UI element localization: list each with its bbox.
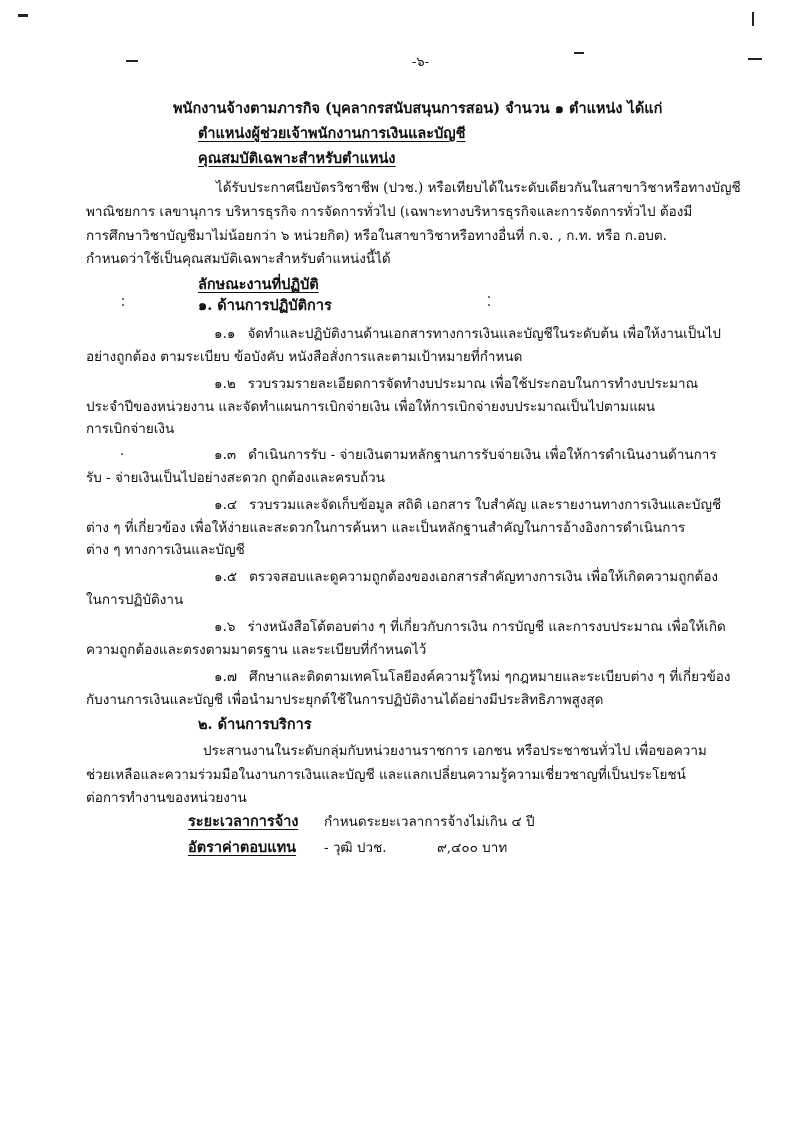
duty-number: ๑.๔ bbox=[214, 497, 238, 513]
qualification-label: คุณสมบัติเฉพาะสำหรับตำแหน่ง bbox=[198, 150, 396, 167]
duty-number: ๑.๑ bbox=[214, 326, 236, 342]
scan-mark bbox=[748, 58, 762, 60]
duty-item bbox=[214, 667, 731, 687]
duty-continuation: ความถูกต้องและตรงตามมาตรฐาน และระเบียบที่กำหนดไว้ bbox=[86, 642, 427, 658]
compensation-label: อัตราค่าตอบแทน bbox=[188, 839, 297, 856]
section-2-title: ๒. ด้านการบริการ bbox=[198, 716, 312, 733]
section-1-title: ๑. ด้านการปฏิบัติการ bbox=[198, 297, 332, 314]
qualification-line: พาณิชยการ เลขานุการ บริหารธุรกิจ การจัดการทั่วไป (เฉพาะทางบริหารธุรกิจและการจัดการทั่วไป ต้องมี bbox=[86, 204, 693, 220]
duty-text: รวบรวมรายละเอียดการจัดทำงบประมาณ เพื่อใช้ประกอบในการทำงบประมาณ bbox=[247, 376, 699, 392]
duty-text: ร่างหนังสือโต้ตอบต่าง ๆ ที่เกี่ยวกับการเงิน การบัญชี และการงบประมาณ เพื่อให้เกิด bbox=[247, 619, 726, 635]
scan-mark bbox=[126, 60, 138, 62]
page-number: -๖- bbox=[412, 55, 430, 70]
duty-item bbox=[214, 324, 721, 344]
section-2-line: ช่วยเหลือและความร่วมมือในงานการเงินและบัญชี และแลกเปลี่ยนความรู้ความเชี่ยวชาญที่เป็นประโยชน์ bbox=[86, 767, 686, 783]
employment-period-label: ระยะเวลาการจ้าง bbox=[188, 813, 299, 830]
duty-number: ๑.๒ bbox=[214, 376, 236, 392]
duty-number: ๑.๕ bbox=[214, 569, 238, 585]
duty-number: ๑.๗ bbox=[214, 669, 238, 685]
duty-item bbox=[214, 617, 726, 637]
employment-period-value: กำหนดระยะเวลาการจ้างไม่เกิน ๔ ปี bbox=[324, 814, 535, 830]
scan-mark bbox=[122, 304, 124, 306]
duty-text: ดำเนินการรับ - จ่ายเงินตามหลักฐานการรับจ่ายเงิน เพื่อให้การดำเนินงานด้านการ bbox=[248, 447, 717, 463]
duty-continuation: กับงานการเงินและบัญชี เพื่อนำมาประยุกต์ใช้ในการปฏิบัติงานได้อย่างมีประสิทธิภาพสูงสุด bbox=[86, 692, 604, 708]
duty-text: ศึกษาและติดตามเทคโนโลยีองค์ความรู้ใหม่ ๆกฎหมายและระเบียบต่าง ๆ ที่เกี่ยวข้อง bbox=[249, 669, 731, 685]
qualification-line: ได้รับประกาศนียบัตรวิชาชีพ (ปวช.) หรือเทียบได้ในระดับเดียวกันในสาขาวิชาหรือทางบัญชี bbox=[216, 180, 741, 196]
duty-continuation: ในการปฏิบัติงาน bbox=[86, 592, 184, 608]
scan-mark bbox=[18, 14, 28, 17]
duty-item bbox=[214, 567, 718, 587]
compensation-prefix: - วุฒิ ปวช. bbox=[324, 840, 387, 856]
scan-mark bbox=[488, 304, 490, 306]
duty-text: จัดทำและปฏิบัติงานด้านเอกสารทางการเงินและบัญชีในระดับต้น เพื่อให้งานเป็นไป bbox=[247, 326, 721, 342]
duty-number: ๑.๖ bbox=[214, 619, 236, 635]
section-2-line: ประสานงานในระดับกลุ่มกับหน่วยงานราชการ เอกชน หรือประชาชนทั่วไป เพื่อขอความ bbox=[203, 743, 707, 759]
scan-mark bbox=[121, 453, 123, 455]
duty-item bbox=[214, 495, 721, 515]
duty-continuation: อย่างถูกต้อง ตามระเบียบ ข้อบังคับ หนังสือสั่งการและตามเป้าหมายที่กำหนด bbox=[86, 349, 523, 365]
scan-mark bbox=[574, 52, 584, 54]
section-2-line: ต่อการทำงานของหน่วยงาน bbox=[86, 790, 247, 806]
heading-line: พนักงานจ้างตามภารกิจ (บุคลากรสนับสนุนการสอน) จำนวน ๑ ตำแหน่ง ได้แก่ bbox=[173, 100, 663, 117]
duty-continuation: ต่าง ๆ ที่เกี่ยวข้อง เพื่อให้ง่ายและสะดวกในการค้นหา และเป็นหลักฐานสำคัญในการอ้างอิงการดำเนินการ bbox=[86, 520, 686, 536]
duty-text: รวบรวมและจัดเก็บข้อมูล สถิติ เอกสาร ใบสำคัญ และรายงานทางการเงินและบัญชี bbox=[249, 497, 722, 513]
scan-mark bbox=[488, 296, 490, 298]
duty-continuation: ประจำปีของหน่วยงาน และจัดทำแผนการเบิกจ่ายเงิน เพื่อให้การเบิกจ่ายงบประมาณเป็นไปตามแผน bbox=[86, 399, 656, 415]
duty-continuation: รับ - จ่ายเงินเป็นไปอย่างสะดวก ถูกต้องและครบถ้วน bbox=[86, 470, 385, 486]
scan-mark bbox=[752, 12, 754, 26]
duty-number: ๑.๓ bbox=[214, 447, 237, 463]
duties-label: ลักษณะงานที่ปฏิบัติ bbox=[198, 276, 319, 293]
duty-text: ตรวจสอบและดูความถูกต้องของเอกสารสำคัญทางการเงิน เพื่อให้เกิดความถูกต้อง bbox=[249, 569, 719, 585]
duty-continuation: ต่าง ๆ ทางการเงินและบัญชี bbox=[86, 542, 245, 558]
qualification-line: การศึกษาวิชาบัญชีมาไม่น้อยกว่า ๖ หน่วยกิต) หรือในสาขาวิชาหรือทางอื่นที่ ก.จ. , ก.ท. หรือ ก.อบต. bbox=[86, 228, 667, 244]
duty-item bbox=[214, 445, 717, 465]
compensation-amount: ๙,๔๐๐ บาท bbox=[437, 840, 508, 856]
duty-item bbox=[214, 374, 698, 394]
qualification-line: กำหนดว่าใช้เป็นคุณสมบัติเฉพาะสำหรับตำแหน่งนี้ได้ bbox=[86, 251, 391, 267]
scan-mark bbox=[122, 298, 124, 300]
duty-continuation: การเบิกจ่ายเงิน bbox=[86, 421, 175, 437]
position-title: ตำแหน่งผู้ช่วยเจ้าพนักงานการเงินและบัญชี bbox=[198, 125, 466, 142]
